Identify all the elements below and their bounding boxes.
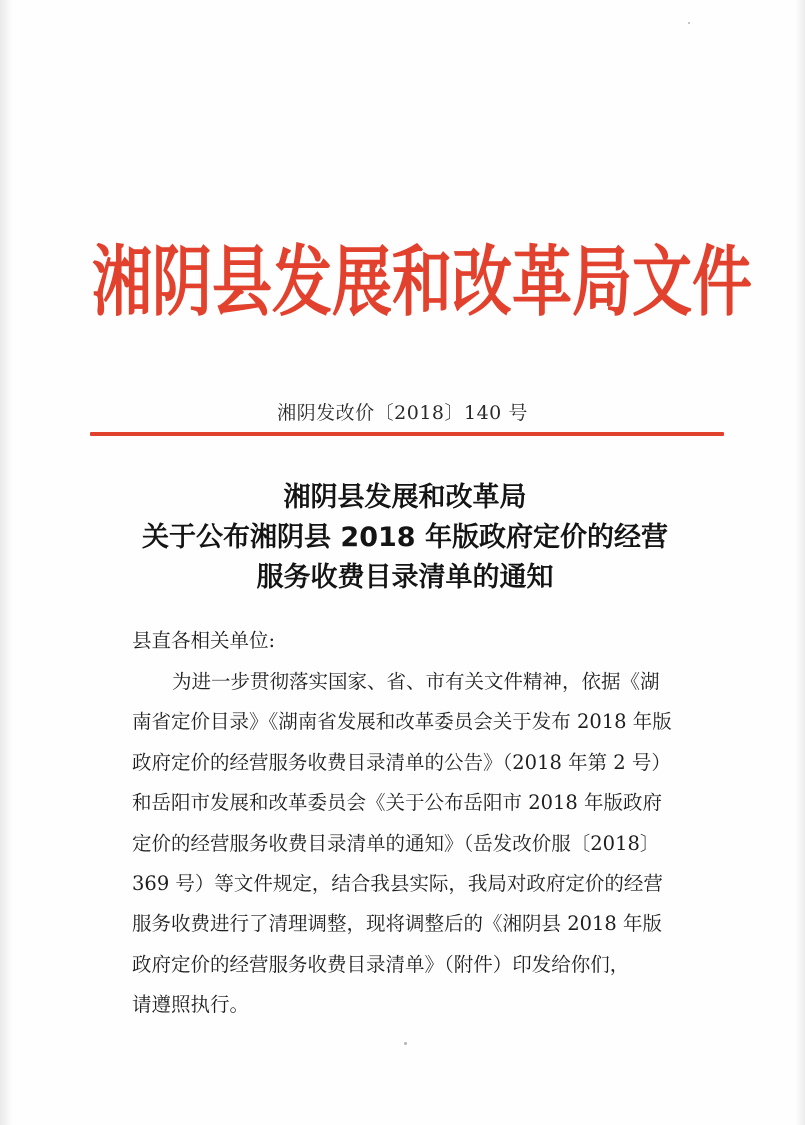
body-line: 政府定价的经营服务收费目录清单》（附件）印发给你们， [132, 952, 630, 976]
body-line: 和岳阳市发展和改革委员会《关于公布岳阳市 2018 年版政府 [132, 791, 663, 815]
scan-speck [688, 22, 690, 24]
body-line: 政府定价的经营服务收费目录清单的公告》（2018 年第 2 号） [132, 750, 671, 774]
notice-title [80, 478, 730, 598]
title-line-2: 关于公布湘阴县 2018 年版政府定价的经营 [142, 522, 668, 553]
body-line: 服务收费进行了清理调整，现将调整后的《湘阴县 2018 年版 [132, 912, 663, 936]
body-line: 369 号）等文件规定，结合我县实际，我局对政府定价的经营 [132, 872, 663, 896]
red-divider-rule [90, 432, 724, 436]
scan-shadow-left [0, 0, 14, 1125]
scan-speck [404, 1042, 407, 1045]
title-line-1: 湘阴县发展和改革局 [283, 482, 527, 513]
scan-shadow-right [795, 0, 805, 1125]
salutation: 县直各相关单位: [132, 629, 276, 652]
masthead-title: 湘阴县发展和改革局文件 [92, 238, 752, 328]
body-line: 为进一步贯彻落实国家、省、市有关文件精神，依据《湖 [172, 670, 660, 693]
body-line: 定价的经营服务收费目录清单的通知》（岳发改价服〔2018〕 [132, 831, 660, 855]
body-paragraph [132, 662, 696, 1026]
title-line-3: 服务收费目录清单的通知 [256, 562, 554, 593]
document-number: 湘阴发改价〔2018〕140 号 [277, 402, 528, 424]
body-line: 南省定价目录》《湖南省发展和改革委员会关于发布 2018 年版 [132, 710, 672, 734]
body-line: 请遵照执行。 [132, 993, 250, 1017]
